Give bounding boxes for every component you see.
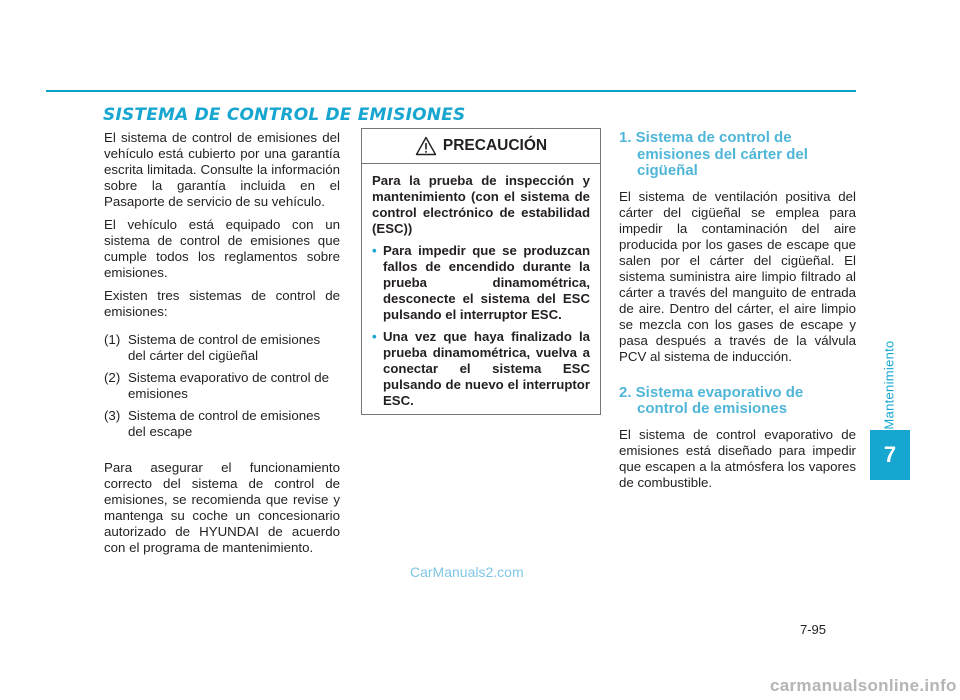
column-3 <box>619 130 856 498</box>
watermark-carmanualsonline: carmanualsonline.info <box>770 676 957 695</box>
caution-list <box>372 243 590 409</box>
list-item-text: Sistema evaporativo de control de emisiones <box>128 370 330 401</box>
list-item <box>104 408 340 440</box>
paragraph-crankcase: El sistema de ventilación positiva del cárter del cigüeñal se emplea para impedir la contaminación del aire producida por los gases de escape que salen por el cárter del cigüeñal. El sistema suministra aire limpio filtrado al cárter a través del manguito de entrada de aire. Dentro del cárter, el aire limpio se mezcla con los gases de escape y pasa después a través de la válvula PCV al sistema de inducción. <box>619 188 856 364</box>
paragraph-evaporative: El sistema de control evaporativo de emisiones está diseñado para impedir que escapen a la atmósfera los vapores de combustible. <box>619 426 856 490</box>
chapter-tab <box>870 430 910 480</box>
chapter-label-text: Mantenimiento <box>881 340 897 430</box>
paragraph-maintenance: Para asegurar el funcionamiento correcto del sistema de control de emisiones, se recomienda que revise y mantenga su coche un concesionario autorizado de HYUNDAI de acuerdo con el programa de mantenimiento. <box>104 460 340 555</box>
caution-box <box>361 128 601 415</box>
caution-item-text: Una vez que haya finalizado la prueba dinamométrica, vuelva a conectar el sistema ESC pulsando de nuevo el interruptor ESC. <box>383 329 590 408</box>
heading-evaporative-system: 2. Sistema evaporativo de control de emisiones <box>619 383 804 417</box>
chapter-number: 7 <box>883 442 897 467</box>
caution-title: PRECAUCIÓN <box>442 137 548 154</box>
column-1 <box>104 130 340 563</box>
list-item-number: (3) <box>104 408 121 423</box>
caution-body <box>362 164 600 409</box>
list-item-number: (2) <box>104 370 121 385</box>
list-item-number: (1) <box>104 332 121 347</box>
paragraph-systems-intro: Existen tres sistemas de control de emisiones: <box>104 288 340 319</box>
list-item <box>104 332 340 364</box>
warning-triangle-icon <box>415 136 437 156</box>
caution-item <box>372 329 590 409</box>
caution-header <box>362 129 600 164</box>
list-item <box>104 370 340 402</box>
paragraph-warranty: El sistema de control de emisiones del vehículo está cubierto por una garantía escrita limitada. Consulte la información sobre la garantía incluida en el Pasaporte de servicio de su vehículo. <box>104 130 340 209</box>
chapter-label <box>874 340 904 430</box>
list-item-text: Sistema de control de emisiones del escape <box>128 408 321 439</box>
caution-item <box>372 243 590 323</box>
watermark-carmanuals2: CarManuals2.com <box>410 564 524 580</box>
systems-list <box>104 332 340 440</box>
caution-intro: Para la prueba de inspección y mantenimiento (con el sistema de control electrónico de estabilidad (ESC)) <box>372 173 590 236</box>
top-rule <box>46 90 856 92</box>
bullet-icon: • <box>372 243 377 258</box>
paragraph-equipment: El vehículo está equipado con un sistema de control de emisiones que cumple todos los reglamentos sobre emisiones. <box>104 217 340 280</box>
bullet-icon: • <box>372 329 377 344</box>
page-number: 7-95 <box>800 622 827 637</box>
list-item-text: Sistema de control de emisiones del cárter del cigüeñal <box>128 332 321 363</box>
caution-item-text: Para impedir que se produzcan fallos de encendido durante la prueba dinamométrica, desconecte el sistema del ESC pulsando el interruptor ESC. <box>383 243 590 322</box>
section-title: SISTEMA DE CONTROL DE EMISIONES <box>103 105 466 125</box>
heading-crankcase-system: 1. Sistema de control de emisiones del cárter del cigüeñal <box>619 129 808 179</box>
